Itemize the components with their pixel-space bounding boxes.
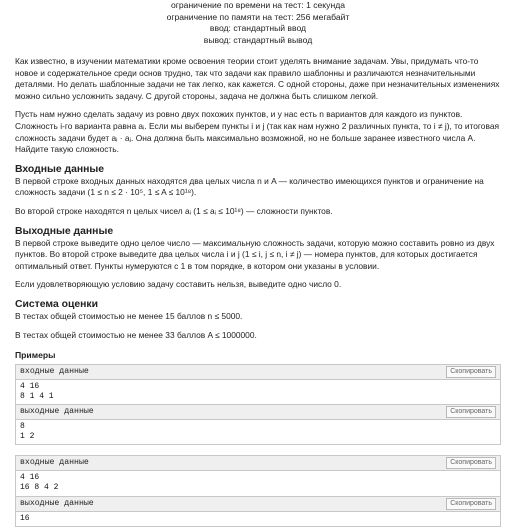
problem-header bbox=[0, 0, 516, 46]
example-1-input bbox=[15, 364, 501, 405]
examples-title: Примеры bbox=[15, 350, 56, 361]
input-label: входные данные bbox=[20, 367, 89, 377]
output-label: выходные данные bbox=[20, 407, 94, 417]
input-paragraph-1: В первой строке входных данных находятся два целых числа n и A — количество имеющихся пунктов и ограничение на сложность задачи (1 ≤ n ≤ 2 · 10⁵, 1 ≤ A ≤ 10¹⁸). bbox=[15, 175, 484, 198]
example-1-output bbox=[15, 405, 501, 445]
copy-button[interactable]: Скопировать bbox=[446, 406, 496, 418]
input-paragraph-2: Во второй строке находятся n целых чисел aᵢ (1 ≤ aᵢ ≤ 10¹⁸) — сложности пунктов. bbox=[15, 205, 333, 216]
example-2-input-text: 4 16 16 8 4 2 bbox=[20, 473, 59, 493]
problem-content bbox=[0, 56, 516, 527]
output-paragraph-1: В первой строке выведите одно целое число — максимальную сложность задачи, которую можно составить ровно из двух пунктов. Во второй строке выведите два целых числа i и j (1 ≤ i, j ≤ n, i ≠ j) — номера пунктов, для которых достигается оптимальный ответ. Пункты нумеруются с 1 в том порядке, в котором они указаны в условии. bbox=[15, 237, 495, 271]
example-2-output bbox=[15, 497, 501, 527]
output-label: выходные данные bbox=[20, 498, 94, 508]
input-label: входные данные bbox=[20, 458, 89, 468]
memory-limit: ограничение по памяти на тест: 256 мегабайт bbox=[166, 11, 350, 22]
example-1-input-text: 4 16 8 1 4 1 bbox=[20, 382, 54, 401]
input-section-title: Входные данные bbox=[15, 163, 105, 175]
copy-button[interactable]: Скопировать bbox=[446, 366, 496, 378]
output-target: вывод: стандартный вывод bbox=[203, 34, 313, 45]
legend-paragraph-1: Как известно, в изучении математики кроме освоения теории стоит уделять внимание задачам. Увы, придумать что-то новое и содержательное среди основ трудно, так что задачи как правило шаблонны и различаются незначительными деталями. Но делать шаблонные задачи не так легко, как кажется. С одной стороны, даже при незначительных изменениях можно сильно усложнить задачу. С другой стороны, задача не должна быть слишком легкой. bbox=[15, 56, 500, 101]
copy-button[interactable]: Скопировать bbox=[446, 457, 496, 469]
output-paragraph-2: Если удовлетворяющую условию задачу составить нельзя, выведите одно число 0. bbox=[15, 279, 342, 290]
output-section-title: Выходные данные bbox=[15, 225, 114, 237]
time-limit: ограничение по времени на тест: 1 секунда bbox=[170, 0, 346, 10]
legend-paragraph-2: Пусть нам нужно сделать задачу из ровно двух похожих пунктов, и у нас есть n вариантов для каждого из пунктов. Сложность i-го варианта равна aᵢ. Если мы выберем пункты i и j (так как нам нужно 2 различных пункта, то i ≠ j), то итоговая сложность задачи будет aᵢ · aⱼ. Она должна быть максимально возможной, но не больше заранее известного числа A. Найдите такую сложность. bbox=[15, 109, 500, 155]
scoring-paragraph-2: В тестах общей стоимостью не менее 33 баллов A ≤ 1000000. bbox=[15, 329, 257, 340]
example-2-output-text: 16 bbox=[20, 513, 30, 523]
copy-button[interactable]: Скопировать bbox=[446, 498, 496, 510]
example-1-output-text: 8 1 2 bbox=[20, 422, 35, 441]
scoring-section-title: Система оценки bbox=[15, 298, 98, 310]
scoring-paragraph-1: В тестах общей стоимостью не менее 15 баллов n ≤ 5000. bbox=[15, 310, 243, 321]
input-source: ввод: стандартный ввод bbox=[209, 23, 307, 33]
example-2-input bbox=[15, 455, 501, 496]
